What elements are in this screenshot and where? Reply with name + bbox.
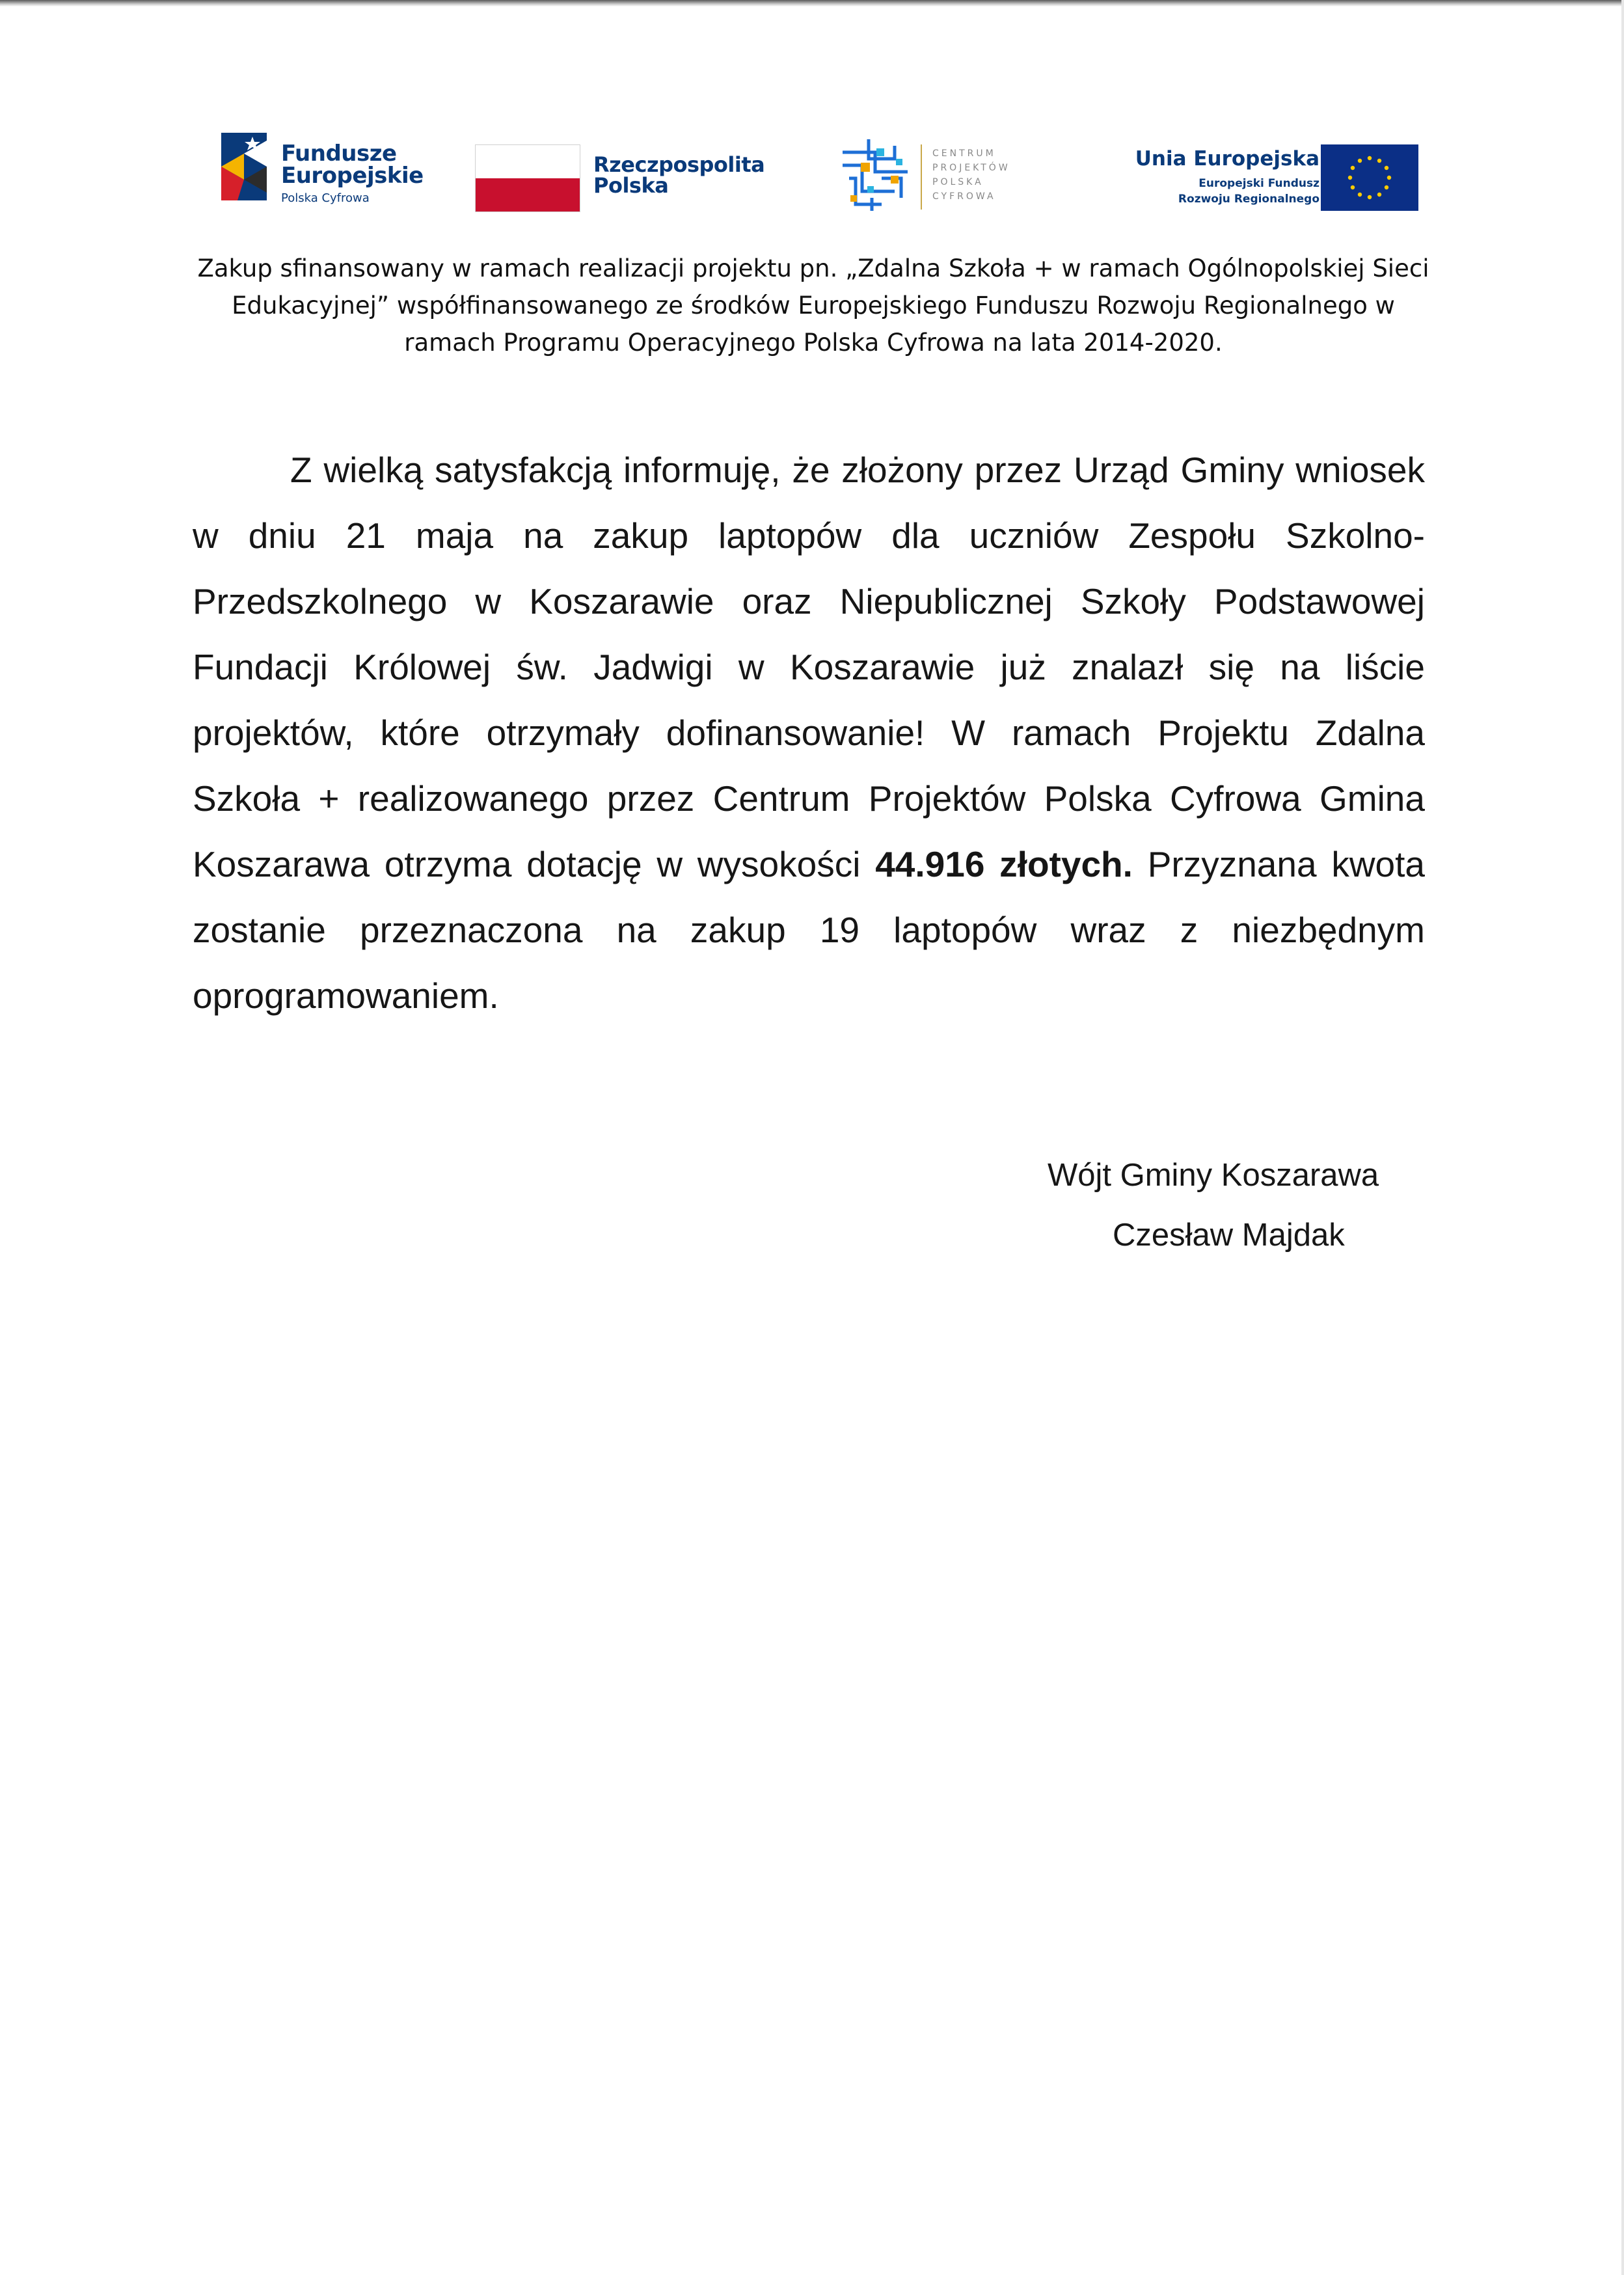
body-text-part1: Z wielką satysfakcją informuję, że złożony przez Urząd Gminy wniosek w dniu 21 maja na zakup laptopów dla uczniów Zespołu Szkolno-Przedszkolnego w Koszarawie oraz Niepublicznej Szkoły Podstawowej Fundacji Królowej św. Jadwigi w Koszarawie już znalazł się na liście projektów, które otrzymały dofinansowanie! W ramach Projektu Zdalna Szkoła + realizowanego przez Centrum Projektów Polska Cyfrowa Gmina Koszarawa otrzyma dotację w wysokości — [193, 450, 1425, 884]
centrum-line4: CYFROWA — [932, 191, 996, 202]
body-text-part2: Przyznana kwota zostanie przeznaczona na zakup 19 laptopów wraz z niezbędnym oprogramowaniem. — [193, 844, 1426, 1016]
centrum-projektow-logo — [836, 125, 1070, 229]
centrum-separator — [921, 144, 922, 210]
grant-amount: 44.916 złotych. — [875, 844, 1133, 884]
centrum-line3: POLSKA — [932, 177, 984, 187]
scan-top-edge — [0, 0, 1624, 7]
funding-note: Zakup sfinansowany w ramach realizacji projektu pn. „Zdalna Szkoła + w ramach Ogólnopolskiej Sieci Edukacyjnej” współfinansowanego ze środków Europejskiego Funduszu Rozwoju Regionalnego w ramach Programu Operacyjnego Polska Cyfrowa na lata 2014-2020. — [197, 254, 1429, 357]
fundusze-emblem-icon — [215, 128, 273, 206]
rzeczpospolita-polska-logo — [475, 125, 781, 229]
unia-line3: Rozwoju Regionalnego — [1178, 193, 1320, 206]
fundusze-line2: Europejskie — [281, 163, 424, 189]
eu-flag-icon — [1321, 144, 1418, 211]
letter-body — [193, 437, 1425, 1029]
unia-line1: Unia Europejska — [1135, 147, 1320, 170]
fundusze-europejskie-logo — [208, 125, 442, 229]
signatory-name: Czesław Majdak — [1113, 1218, 1345, 1253]
signatory-title: Wójt Gminy Koszarawa — [1048, 1158, 1379, 1193]
fundusze-line3: Polska Cyfrowa — [281, 191, 370, 205]
logo-strip — [208, 125, 1418, 229]
centrum-line2: PROJEKTÓW — [932, 163, 1010, 173]
polish-flag-icon — [475, 144, 580, 212]
rzeczpospolita-line2: Polska — [593, 173, 669, 198]
circuit-emblem-icon — [836, 133, 914, 217]
rzeczpospolita-line1: Rzeczpospolita — [593, 152, 765, 177]
unia-line2: Europejski Fundusz — [1198, 177, 1320, 190]
fundusze-line1: Fundusze — [281, 141, 397, 167]
centrum-line1: CENTRUM — [932, 148, 996, 159]
signature-block — [1048, 1145, 1412, 1265]
unia-europejska-logo — [1106, 125, 1418, 229]
scan-right-edge — [1621, 0, 1624, 2275]
